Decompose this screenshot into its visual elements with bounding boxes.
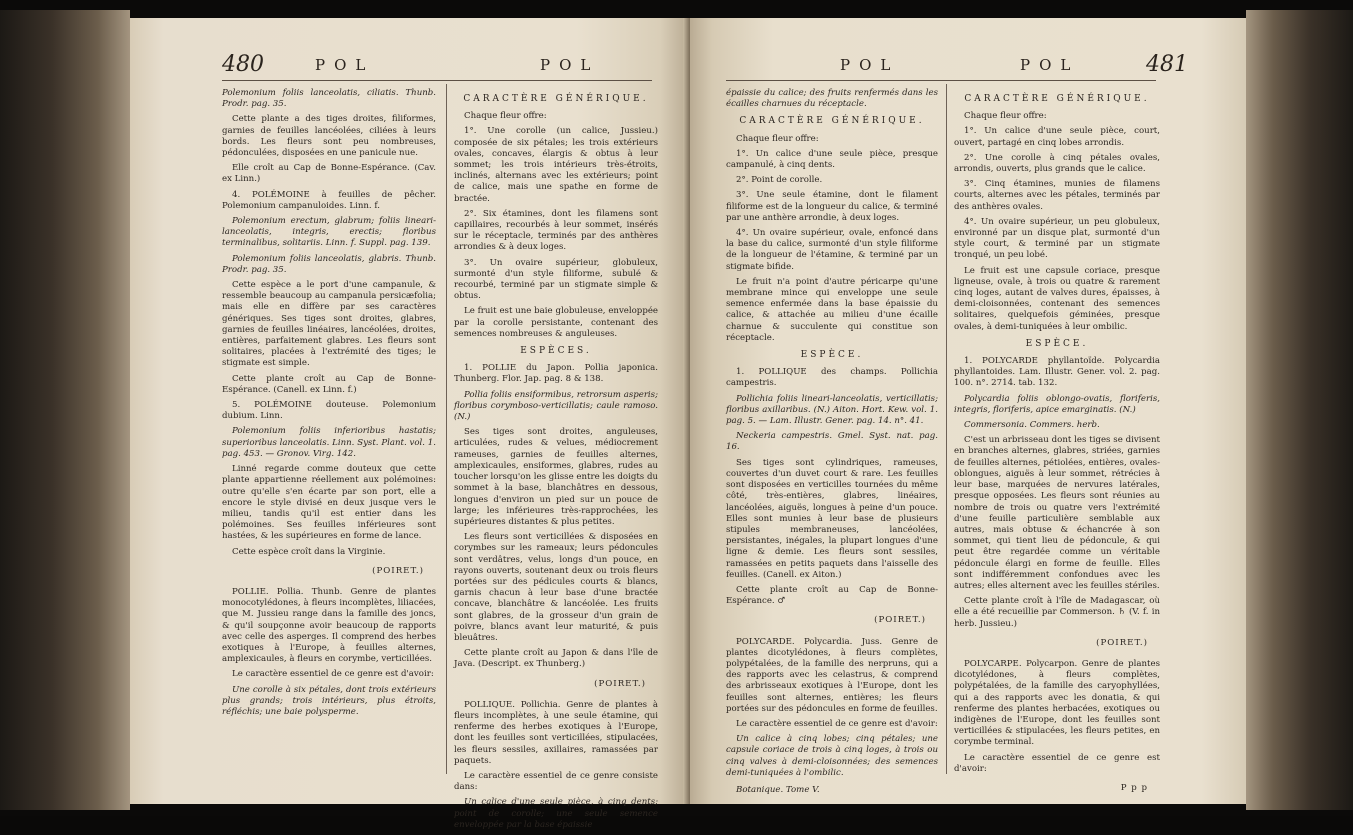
section-heading: CARACTÈRE GÉNÉRIQUE. — [964, 94, 1150, 104]
right-running-head-1: POL — [840, 56, 900, 74]
paragraph: Elle croît au Cap de Bonne-Espérance. (Cav. ex Linn.) — [222, 163, 436, 185]
paragraph: POLLIE. Pollia. Thunb. Genre de plantes monocotylédones, à fleurs incomplètes, liliacées, que M. Jussieu range dans la famille des joncs, & qu'il soupçonne avoir beaucoup de rapports avec celle des asperges. Il comprend des herbes exotiques à l'Europe, à feuilles alternes, amplexicaules, à fleurs en corymbe, verticillées. — [222, 586, 436, 665]
paragraph: Le caractère essentiel de ce genre est d'avoir: — [954, 752, 1160, 774]
paragraph: Cette plante croît au Cap de Bonne-Espérance. ♂ — [726, 584, 938, 607]
paragraph: Chaque fleur offre: — [736, 133, 819, 144]
left-page-number: 480 — [222, 52, 264, 77]
section-heading: ESPÈCE. — [800, 350, 864, 361]
left-column-rule — [446, 84, 447, 774]
paragraph: épaissie du calice; des fruits renfermés dans les écailles charnues du réceptacle. — [726, 88, 938, 110]
paragraph: POLYCARPE. Polycarpon. Genre de plantes dicotylédones, à fleurs complètes, polypétalées, de la famille des caryophyllées, qui a des rapports avec les donatia, & qui renferme des plantes herbacées, exotiques ou indigènes de l'Europe, dont les feuilles sont verticillées & stipulacées, les fleurs petites, en corymbe terminal. — [954, 658, 1160, 748]
left-page — [130, 18, 688, 830]
paragraph: 3°. Un ovaire supérieur, globuleux, surmonté d'un style filiforme, subulé & recourbé, terminé par un stigmate simple & obtus. — [454, 257, 658, 302]
paragraph: 1. POLYCARDE phyllantoïde. Polycardia phyllantoides. Lam. Illustr. Gener. vol. 2. pag. 100. n°. 2714. tab. 132. — [954, 356, 1160, 389]
left-running-head-1: POL — [315, 56, 375, 74]
paragraph: Cette espèce a le port d'une campanule, & ressemble beaucoup au campanula persicæfolia; mais elle en diffère par ses caractères génériques. Ses tiges sont droites, glabres, garnies de feuilles linéaires, lancéolées, droites, entières, parfaitement glabres. Les fleurs sont solitaires, placées à l'extrémité des tiges; le stigmate est simple. — [222, 280, 436, 369]
paragraph: Cette plante a des tiges droites, filiformes, garnies de feuilles lancéolées, ciliées à leurs bords. Les fleurs sont peu nombreuses, pédonculées, disposées en une panicule nue. — [222, 114, 436, 159]
paragraph: Un calice d'une seule pièce, à cinq dents; point de corolle; une seule semence enveloppée par la base épaissie — [454, 797, 658, 830]
paragraph: 1°. Un calice d'une seule pièce, court, ouvert, partagé en cinq lobes arrondis. — [954, 126, 1160, 148]
paragraph: 3°. Cinq étamines, munies de filamens courts, alternes avec les pétales, terminés par des anthères ovales. — [954, 179, 1160, 212]
paragraph: Cette plante croît au Cap de Bonne-Espérance. (Canell. ex Linn. f.) — [222, 373, 436, 395]
paragraph: Le fruit n'a point d'autre péricarpe qu'une membrane mince qui enveloppe une seule semence enfermée dans la base épaissie du calice, & attachée au milieu d'une écaille charnue & succulente qui constitue son réceptacle. — [726, 276, 938, 343]
paragraph: Polemonium erectum, glabrum; foliis lineari-lanceolatis, integris, erectis; floribus terminalibus, solitariis. Linn. f. Suppl. pag. 139. — [222, 216, 436, 249]
paragraph: 2°. Point de corolle. — [736, 175, 823, 186]
paragraph: Commersonia. Commers. herb. — [964, 420, 1100, 431]
paragraph: Le caractère essentiel de ce genre est d'avoir: — [232, 669, 434, 680]
left-head-rule — [222, 80, 652, 81]
left-page-stack — [0, 10, 130, 810]
section-heading: ESPÈCE. — [1025, 338, 1089, 349]
paragraph: Botanique. Tome V. — [736, 784, 820, 795]
left-column-1 — [222, 88, 436, 722]
paragraph: Chaque fleur offre: — [464, 111, 547, 122]
paragraph: Le caractère essentiel de ce genre est d'avoir: — [736, 718, 938, 729]
signature-line: (POIRET.) — [372, 565, 424, 576]
paragraph: Neckeria campestris. Gmel. Syst. nat. pag. 16. — [726, 431, 938, 453]
paragraph: Polemonium foliis inferioribus hastatis; superioribus lanceolatis. Linn. Syst. Plant. vol. 1. pag. 453. — Gronov. Virg. 142. — [222, 426, 436, 459]
paragraph: Le caractère essentiel de ce genre consiste dans: — [454, 770, 658, 793]
paragraph: Linné regarde comme douteux que cette plante appartienne réellement aux polémoines: outre qu'elle s'en écarte par son port, elle a encore le style divisé en deux jusque vers le milieu, tandis qu'il est entier dans les polémoines. Ses feuilles inférieures sont hastées, & les supérieures en forme de lance. — [222, 464, 436, 542]
right-column-1 — [726, 88, 938, 800]
paragraph: 4°. Un ovaire supérieur, un peu globuleux, environné par un disque plat, surmonté d'un style court, & terminé par un stigmate tronqué, un peu lobé. — [954, 216, 1160, 261]
paragraph: Les fleurs sont verticillées & disposées en corymbes sur les rameaux; leurs pédoncules sont verdâtres, velus, longs d'un pouce, en rayons ouverts, soutenant deux ou trois fleurs portées sur des pédicules courts & blancs, garnis chacun à leur base d'une bractée concave, blanchâtre & lancéolée. Les fruits sont glabres, de la grosseur d'un grain de poivre, blancs avant leur maturité, & puis bleuâtres. — [454, 532, 658, 643]
right-running-head-2: POL — [1020, 56, 1080, 74]
paragraph: Le fruit est une capsule coriace, presque ligneuse, ovale, à trois ou quatre & rarement cinq loges, autant de valves dures, épaisses, à demi-cloisonnées, contenant des semences solitaires, quelquefois géminées, presque ovales, à demi-tuniquées à leur ombilic. — [954, 265, 1160, 332]
left-running-head-2: POL — [540, 56, 600, 74]
paragraph: Un calice à cinq lobes; cinq pétales; une capsule coriace de trois à cinq loges, à trois ou cinq valves à demi-cloisonnées; des semences demi-tuniquées à l'ombilic. — [726, 734, 938, 778]
paragraph: Polycardia foliis oblongo-ovatis, floriferis, integris, floriferis, apice emarginatis. (N.) — [954, 393, 1160, 415]
paragraph: Ses tiges sont droites, anguleuses, articulées, rudes & velues, médiocrement rameuses, garnies de feuilles alternes, amplexicaules, ensiformes, glabres, rudes au toucher lorsqu'on les glisse entre les doigts du sommet à la base, blanchâtres en dessous, longues d'environ un pied sur un pouce de large; les inférieures très-rapprochées, les supérieures distantes & plus petites. — [454, 427, 658, 527]
paragraph: 3°. Une seule étamine, dont le filament filiforme est de la longueur du calice, & terminé par une anthère arrondie, à deux loges. — [726, 190, 938, 223]
paragraph: Polemonium foliis lanceolatis, glabris. Thunb. Prodr. pag. 35. — [222, 253, 436, 275]
paragraph: POLLIQUE. Pollichia. Genre de plantes à fleurs incomplètes, à une seule étamine, qui renferme des herbes exotiques à l'Europe, dont les feuilles sont verticillées, stipulacées, les fleurs sessiles, axillaires, ramassées par paquets. — [454, 699, 658, 766]
section-heading: CARACTÈRE GÉNÉRIQUE. — [739, 116, 925, 127]
paragraph: Une corolle à six pétales, dont trois extérieurs plus grands; trois intérieurs, plus étroits, réfléchis; une baie polysperme. — [222, 684, 436, 717]
paragraph: 5. POLÉMOINE douteuse. Polemonium dubium. Linn. — [222, 400, 436, 422]
right-column-rule — [946, 84, 947, 774]
paragraph: POLYCARDE. Polycardia. Juss. Genre de plantes dicotylédones, à fleurs complètes, polypétalées, de la famille des nerpruns, qui a des rapports avec les celastrus, & comprend des arbrisseaux exotiques à l'Europe, dont les feuilles sont alternes, entières; les fleurs portées sur des pédoncules en forme de feuilles. — [726, 636, 938, 714]
paragraph: C'est un arbrisseau dont les tiges se divisent en branches alternes, glabres, striées, garnies de feuilles alternes, pétiolées, entières, ovales-oblongues, aiguës à leur sommet, rétrécies à leur base, marquées de nervures latérales, presque opposées. Les fleurs sont réunies au nombre de trois ou quatre vers l'extrémité d'une feuille particulière semblable aux autres, mais obtuse & échancrée à son sommet, qui tient lieu de pédoncule, & qui peut être regardée comme un véritable pédoncule élargi en forme de feuille. Elles sont indifféremment confondues avec les autres; elles alternent avec les feuilles stériles. — [954, 435, 1160, 591]
paragraph: Cette plante croît au Japon & dans l'île de Java. (Descript. ex Thunberg.) — [454, 648, 658, 670]
signature-line: P p p — [1120, 782, 1148, 793]
left-column-2 — [454, 88, 658, 835]
paragraph: 4°. Un ovaire supérieur, ovale, enfoncé dans la base du calice, surmonté d'un style filiforme de la longueur de l'étamine, & terminé par un stigmate bifide. — [726, 228, 938, 272]
signature-line: (POIRET.) — [1096, 637, 1148, 648]
right-page — [690, 18, 1246, 804]
paragraph: Pollia foliis ensiformibus, retrorsum asperis; floribus corymboso-verticillatis; caule ramoso. (N.) — [454, 389, 658, 423]
paragraph: 4. POLÉMOINE à feuilles de pêcher. Polemonium campanuloides. Linn. f. — [222, 189, 436, 211]
paragraph: Cette plante croît à l'île de Madagascar, où elle a été recueillie par Commerson. ♄ (V. f. in herb. Jussieu.) — [954, 596, 1160, 629]
paragraph: 1. POLLIE du Japon. Pollia japonica. Thunberg. Flor. Jap. pag. 8 & 138. — [454, 363, 658, 385]
section-heading: CARACTÈRE GÉNÉRIQUE. — [463, 94, 649, 104]
section-heading: ESPÈCES. — [520, 346, 592, 357]
right-head-rule — [726, 80, 1156, 81]
paragraph: 2°. Six étamines, dont les filamens sont capillaires, recourbés à leur sommet, insérés sur le réceptacle, terminés par des anthères arrondies & à deux loges. — [454, 208, 658, 253]
paragraph: 1. POLLIQUE des champs. Pollichia campestris. — [726, 367, 938, 389]
paragraph: Ses tiges sont cylindriques, rameuses, couvertes d'un duvet court & rare. Les feuilles sont disposées en verticilles tournées du même côté, très-entières, glabres, linéaires, lancéolées, aiguës, longues à peine d'un pouce. Elles sont munies à leur base de plusieurs stipules membraneuses, lancéolées, persistantes, inégales, la plupart longues d'une ligne & demie. Les fleurs sont sessiles, ramassées en petits paquets dans l'aisselle des feuilles. (Canell. ex Aiton.) — [726, 457, 938, 580]
paragraph: 2°. Une corolle à cinq pétales ovales, arrondis, ouverts, plus grands que le calice. — [954, 152, 1160, 175]
paragraph: 1°. Un calice d'une seule pièce, presque campanulé, à cinq dents. — [726, 148, 938, 171]
right-column-2 — [954, 88, 1160, 804]
right-page-number: 481 — [1146, 52, 1188, 77]
signature-line: (POIRET.) — [874, 615, 926, 626]
paragraph: Polemonium foliis lanceolatis, ciliatis. Thunb. Prodr. pag. 35. — [222, 88, 436, 110]
paragraph: Pollichia foliis lineari-lanceolatis, verticillatis; floribus axillaribus. (N.) Aiton. Hort. Kew. vol. 1. pag. 5. — Lam. Illustr. Gener. pag. 14. n°. 41. — [726, 393, 938, 427]
right-page-stack — [1246, 10, 1353, 810]
paragraph: Chaque fleur offre: — [964, 111, 1047, 122]
paragraph: Cette espèce croît dans la Virginie. — [232, 546, 386, 557]
paragraph: 1°. Une corolle (un calice, Jussieu.) composée de six pétales; les trois extérieurs ovales, concaves, élargis & obtus à leur sommet; les trois intérieurs très-étroits, inclinés, alternans avec les extérieurs; point de calice, mais une spathe en forme de bractée. — [454, 126, 658, 204]
paragraph: Le fruit est une baie globuleuse, enveloppée par la corolle persistante, contenant des semences nombreuses & anguleuses. — [454, 306, 658, 339]
signature-line: (POIRET.) — [594, 678, 646, 689]
